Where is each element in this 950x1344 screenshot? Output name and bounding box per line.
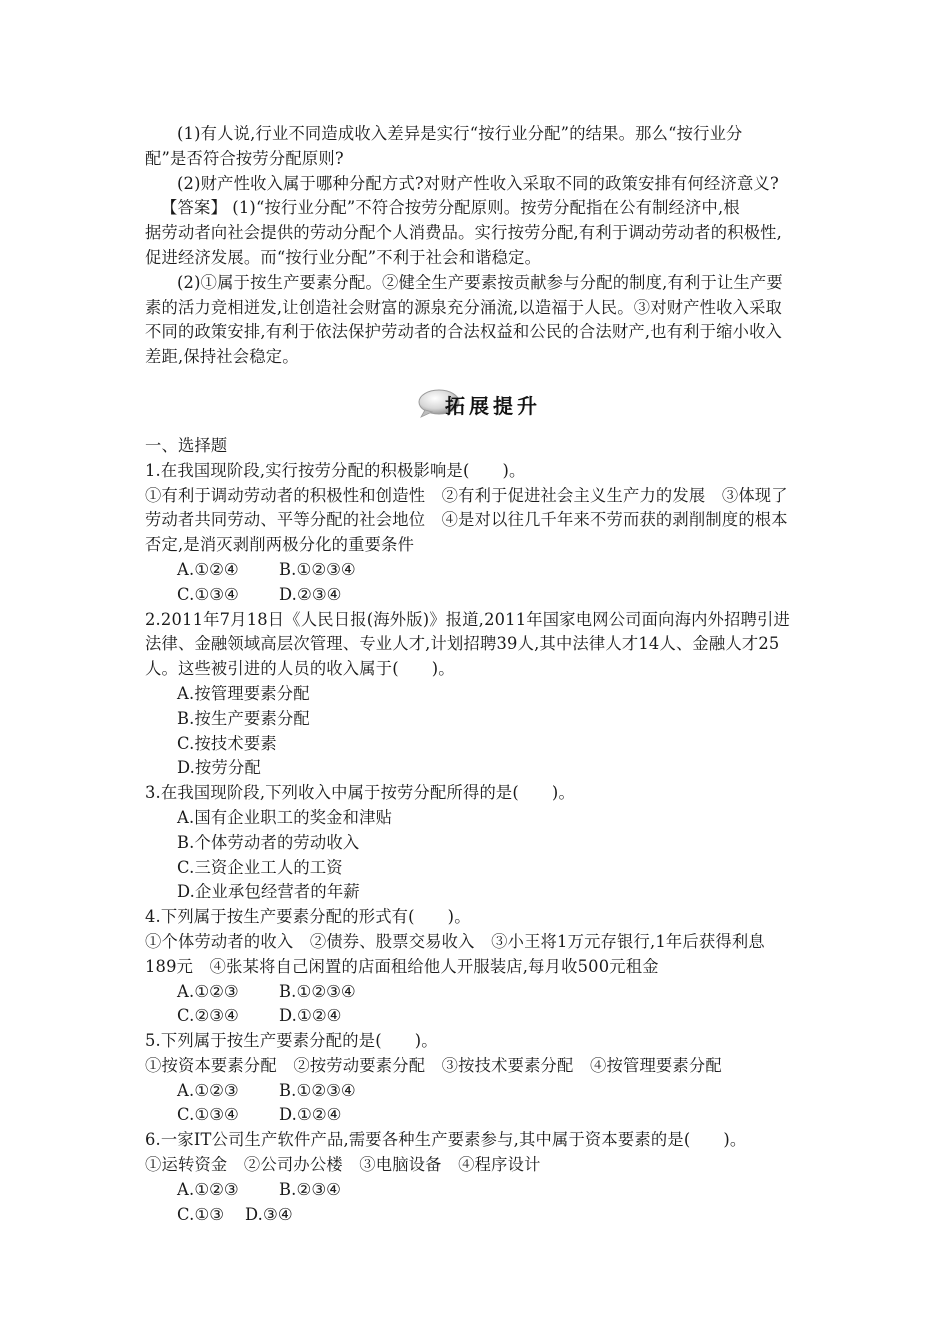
answer-option: C.①③ — [177, 1204, 225, 1224]
answer-option: A.①②③ — [177, 1080, 239, 1100]
answer-option: C.①③④ — [177, 584, 239, 604]
answer-option-row — [145, 980, 805, 1005]
question-stem: 4.下列属于按生产要素分配的形式有( )。 — [145, 907, 471, 927]
answer-text: 【答案】 (1)“按行业分配”不符合按劳分配原则。按劳分配指在公有制经济中,根 — [161, 198, 740, 218]
question-statement: 法律、金融领域高层次管理、专业人才,计划招聘39人,其中法律人才14人、金融人才25 — [145, 634, 780, 654]
banner-title: 拓展提升 — [445, 393, 541, 418]
answer2-text-line: 不同的政策安排,有利于依法保护劳动者的合法权益和公民的合法财产,也有利于缩小收入 — [145, 322, 783, 342]
answer-option: A.国有企业职工的奖金和津贴 — [177, 807, 393, 827]
question-statement: ①运转资金 ②公司办公楼 ③电脑设备 ④程序设计 — [145, 1155, 541, 1175]
answer2-text: (2)①属于按生产要素分配。②健全生产要素按贡献参与分配的制度,有利于让生产要 — [177, 272, 783, 292]
answer-option: A.①②③ — [177, 1179, 239, 1199]
answer-option: A.①②④ — [177, 559, 239, 579]
question-statement: ①按资本要素分配 ②按劳动要素分配 ③按技术要素分配 ④按管理要素分配 — [145, 1055, 722, 1075]
question-item — [145, 608, 805, 782]
answer-option: D.企业承包经营者的年薪 — [177, 882, 360, 902]
answer2-text-line: 差距,保持社会稳定。 — [145, 347, 299, 367]
question-item — [145, 905, 805, 1029]
question-statement: 否定,是消灭剥削两极分化的重要条件 — [145, 535, 415, 555]
answer-option: C.三资企业工人的工资 — [177, 857, 343, 877]
question-stem: 1.在我国现阶段,实行按劳分配的积极影响是( )。 — [145, 460, 526, 480]
answer-option: B.按生产要素分配 — [177, 708, 310, 728]
answer-option-row — [145, 1004, 805, 1029]
answer-option: C.①③④ — [177, 1105, 239, 1125]
answer-option-row — [145, 1178, 805, 1203]
answer-option: D.按劳分配 — [177, 758, 261, 778]
answer-option: A.按管理要素分配 — [177, 683, 310, 703]
answer-option: D.③④ — [245, 1204, 293, 1224]
question-item — [145, 781, 805, 905]
answer-option: B.②③④ — [279, 1179, 341, 1199]
answer-option: D.①②④ — [279, 1006, 342, 1026]
answer-option-row — [145, 583, 805, 608]
answer-option: B.①②③④ — [279, 981, 356, 1001]
answer-option-row — [145, 558, 805, 583]
answer-option: D.①②④ — [279, 1105, 342, 1125]
question-1-text-cont: 配”是否符合按劳分配原则? — [145, 148, 344, 168]
question-stem: 5.下列属于按生产要素分配的是( )。 — [145, 1031, 438, 1051]
question-2-text: (2)财产性收入属于哪种分配方式?对财产性收入采取不同的政策安排有何经济意义? — [177, 173, 779, 193]
question-item — [145, 1029, 805, 1128]
answer-option: A.①②③ — [177, 981, 239, 1001]
question-1-text: (1)有人说,行业不同造成收入差异是实行“按行业分配”的结果。那么“按行业分 — [177, 124, 743, 143]
question-statement: ①有利于调动劳动者的积极性和创造性 ②有利于促进社会主义生产力的发展 ③体现了 — [145, 485, 788, 505]
question-stem: 3.在我国现阶段,下列收入中属于按劳分配所得的是( )。 — [145, 783, 575, 803]
answer-option: D.②③④ — [279, 584, 342, 604]
question-item — [145, 459, 805, 608]
question-statement: 189元 ④张某将自己闲置的店面租给他人开服装店,每月收500元租金 — [145, 956, 659, 976]
answer-option: C.按技术要素 — [177, 733, 277, 753]
answer-option: B.①②③④ — [279, 1080, 356, 1100]
answer2-text-line: 素的活力竞相迸发,让创造社会财富的源泉充分涌流,以造福于人民。③对财产性收入采取 — [145, 297, 783, 317]
section-title: 一、选择题 — [145, 435, 228, 455]
section-banner — [145, 374, 805, 434]
answer-text-line: 促进经济发展。而“按行业分配”不利于社会和谐稳定。 — [145, 247, 542, 267]
question-stem: 2.2011年7月18日《人民日报(海外版)》报道,2011年国家电网公司面向海内外招聘引进 — [145, 609, 790, 629]
answer-option: B.①②③④ — [279, 559, 356, 579]
answer-option-row — [145, 1079, 805, 1104]
answer-option-row — [145, 1203, 805, 1228]
answer-option: C.②③④ — [177, 1006, 239, 1026]
document-page — [145, 122, 805, 1227]
question-statement: 劳动者共同劳动、平等分配的社会地位 ④是对以往几千年来不劳而获的剥削制度的根本 — [145, 510, 788, 530]
answer-text-line: 据劳动者向社会提供的劳动分配个人消费品。实行按劳分配,有利于调动劳动者的积极性, — [145, 223, 783, 243]
question-item — [145, 1128, 805, 1227]
answer-option-row — [145, 1103, 805, 1128]
question-statement: ①个体劳动者的收入 ②债券、股票交易收入 ③小王将1万元存银行,1年后获得利息 — [145, 931, 765, 951]
question-stem: 6.一家IT公司生产软件产品,需要各种生产要素参与,其中属于资本要素的是( )。 — [145, 1130, 747, 1150]
question-list — [145, 459, 805, 1228]
answer-option: B.个体劳动者的劳动收入 — [177, 832, 360, 852]
question-statement: 人。这些被引进的人员的收入属于( )。 — [145, 659, 455, 679]
